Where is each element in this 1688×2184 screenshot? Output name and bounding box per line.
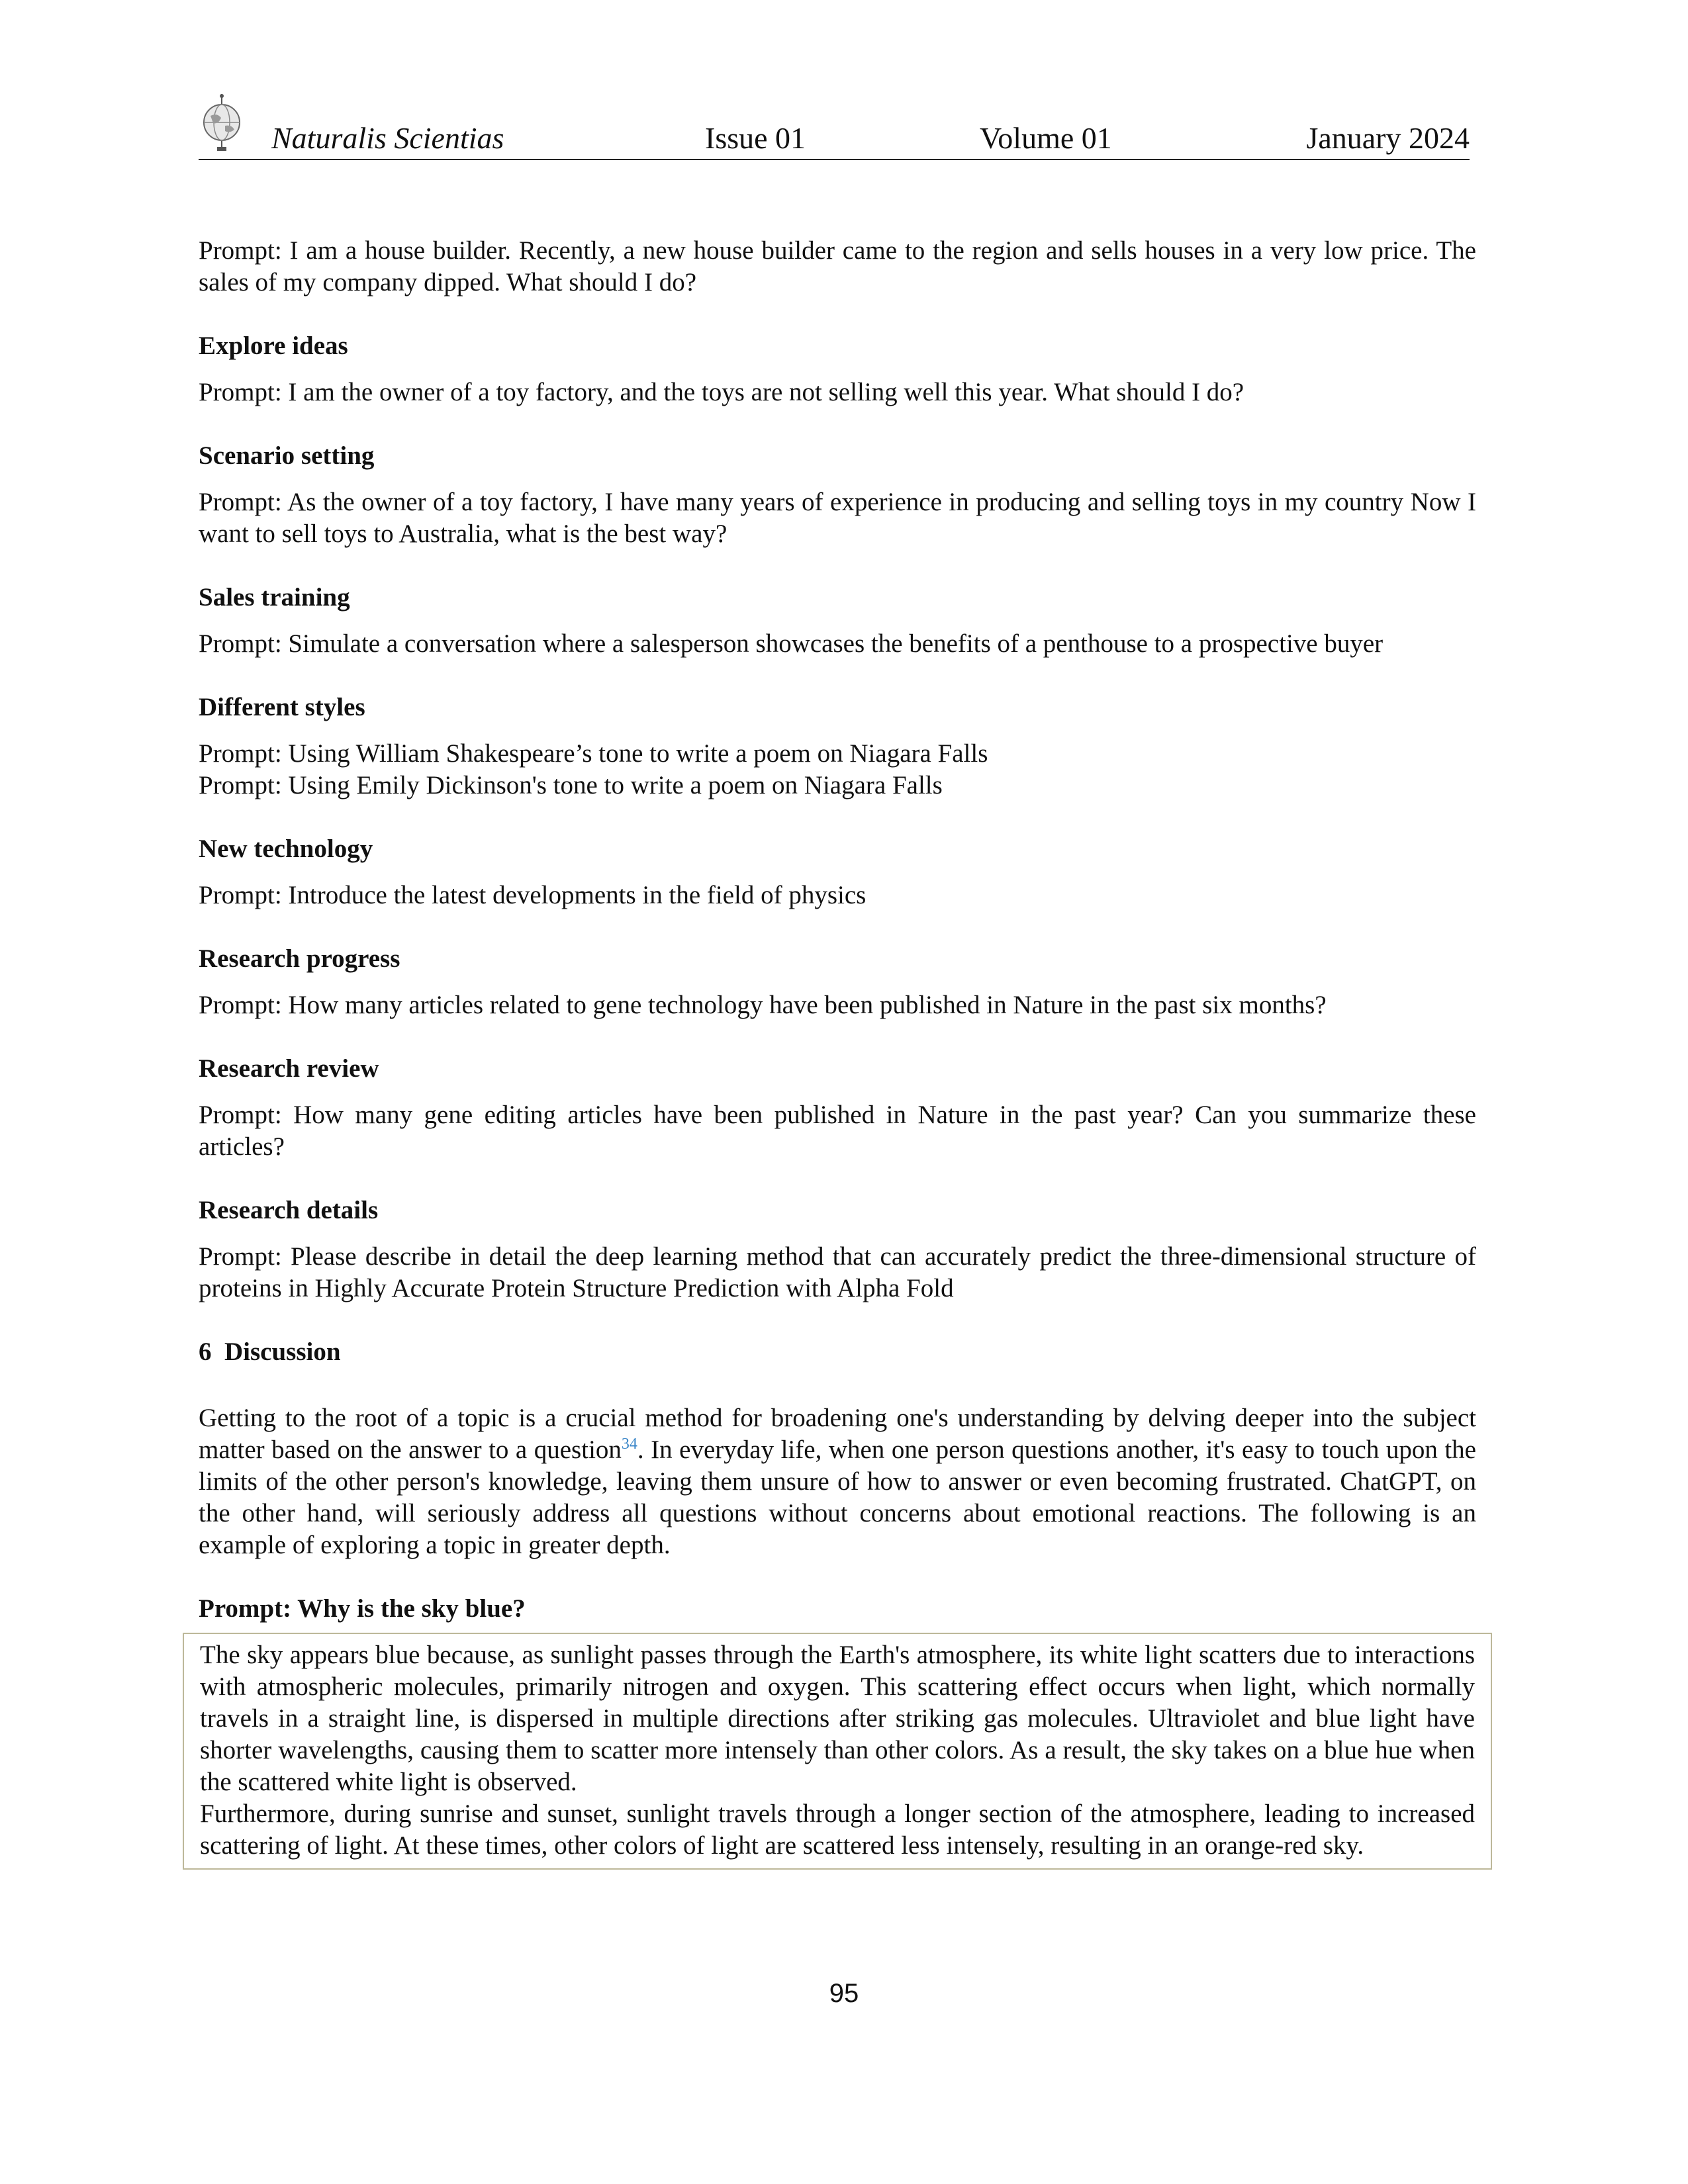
issue-number: Issue 01 bbox=[705, 121, 806, 155]
section-heading-research-review: Research review bbox=[199, 1054, 379, 1083]
prompt-research-progress: Prompt: How many articles related to gene technology have been published in Nature in the past six months? bbox=[199, 991, 1327, 1019]
page-body bbox=[199, 235, 1476, 1870]
prompt-research-details: Prompt: Please describe in detail the deep learning method that can accurately predict the three-dimensional structure of proteins in Highly Accurate Protein Structure Prediction with Alpha Fold bbox=[199, 1242, 1476, 1302]
section-heading-scenario-setting: Scenario setting bbox=[199, 441, 375, 470]
section-heading-explore-ideas: Explore ideas bbox=[199, 332, 348, 360]
discussion-heading: 6 Discussion bbox=[199, 1338, 341, 1366]
section-heading-sales-training: Sales training bbox=[199, 583, 350, 612]
prompt-sales-training: Prompt: Simulate a conversation where a salesperson showcases the benefits of a penthouse to a prospective buyer bbox=[199, 629, 1383, 658]
prompt-shakespeare: Prompt: Using William Shakespeare’s tone to write a poem on Niagara Falls bbox=[199, 739, 988, 768]
globe-logo-icon bbox=[199, 93, 245, 152]
journal-name: Naturalis Scientias bbox=[271, 121, 504, 155]
prompt-new-technology: Prompt: Introduce the latest developments in the field of physics bbox=[199, 881, 867, 909]
prompt-dickinson: Prompt: Using Emily Dickinson's tone to write a poem on Niagara Falls bbox=[199, 771, 943, 799]
discussion-text-part1: Getting to the root of a topic is a crucial method for broadening one's understanding by delving deeper into the subject matter based on the answer to a question bbox=[199, 1404, 1476, 1464]
section-heading-research-details: Research details bbox=[199, 1196, 379, 1224]
volume-number: Volume 01 bbox=[980, 121, 1112, 155]
answer-paragraph-1: The sky appears blue because, as sunlight passes through the Earth's atmosphere, its white light scatters due to interactions with atmospheric molecules, primarily nitrogen and oxygen. This scattering effect occurs when light, which normally travels in a straight line, is dispersed in multiple directions after striking gas molecules. Ultraviolet and blue light have shorter wavelengths, causing them to scatter more intensely than other colors. As a result, the sky takes on a blue hue when the scattered white light is observed. bbox=[200, 1641, 1475, 1796]
discussion-text-part2: . In everyday life, when one person questions another, it's easy to touch upon the limits of the other person's knowledge, leaving them unsure of how to answer or even becoming frustrated. ChatGPT, on the other hand, will seriously address all questions without concerns about emotional reactions. The following is an example of exploring a topic in greater depth. bbox=[199, 1435, 1476, 1559]
page-number: 95 bbox=[829, 1979, 859, 2008]
section-heading-different-styles: Different styles bbox=[199, 693, 365, 721]
answer-paragraph-2: Furthermore, during sunrise and sunset, sunlight travels through a longer section of the atmosphere, leading to increased scattering of light. At these times, other colors of light are scattered less intensely, resulting in an orange-red sky. bbox=[200, 1799, 1475, 1860]
discussion-paragraph bbox=[199, 1402, 1476, 1561]
answer-box bbox=[183, 1633, 1492, 1870]
sky-prompt-heading: Prompt: Why is the sky blue? bbox=[199, 1594, 526, 1623]
issue-date: January 2024 bbox=[1306, 121, 1470, 155]
intro-prompt: Prompt: I am a house builder. Recently, a new house builder came to the region and sells houses in a very low price. The sales of my company dipped. What should I do? bbox=[199, 236, 1476, 296]
citation-link[interactable]: 34 bbox=[621, 1435, 637, 1453]
section-heading-new-technology: New technology bbox=[199, 835, 373, 863]
running-header bbox=[199, 93, 1470, 160]
prompt-explore-ideas: Prompt: I am the owner of a toy factory, and the toys are not selling well this year. What should I do? bbox=[199, 378, 1244, 406]
prompt-research-review: Prompt: How many gene editing articles have been published in Nature in the past year? Can you summarize these articles? bbox=[199, 1101, 1476, 1161]
section-heading-research-progress: Research progress bbox=[199, 944, 400, 973]
prompt-scenario-setting: Prompt: As the owner of a toy factory, I have many years of experience in producing and selling toys in my country Now I want to sell toys to Australia, what is the best way? bbox=[199, 488, 1476, 548]
